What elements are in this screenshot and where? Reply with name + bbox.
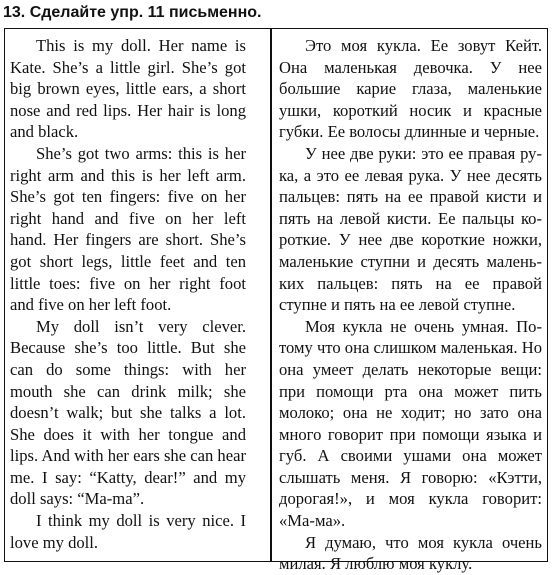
russian-paragraph: Моя кукла не очень умная. Потому что она слишком маленькая. Но она умеет делать некоторые вещи: при помощи рта она может пить молоко; она не ходит; но зато она много говорит при помощи языка и губ. А своими ушами она может слышать меня. Я говорю: «Кэтти, дорогая!», и моя кукла говорит: «Ма-ма».: [279, 316, 543, 531]
english-paragraph: My doll isn’t very clever. Because she’s too little. But she can do some things: with her mouth she can drink milk; she doesn’t walk; but she talks a lot. She does it with her tongue and lips. And with her ears she can hear me. I say: “Katty, dear!” and my doll says: “Ma-ma”.: [10, 316, 246, 509]
english-paragraph: This is my doll. Her name is Kate. She’s a little girl. She’s got big brown eyes, little ears, a short nose and red lips. Her hair is long and black.: [10, 36, 246, 142]
column-divider: [270, 29, 272, 561]
english-column: [10, 35, 246, 553]
russian-column: [279, 35, 542, 575]
english-paragraph: I think my doll is very nice. I love my doll.: [10, 511, 246, 552]
russian-paragraph: Я думаю, что моя кукла очень милая. Я люблю моя куклу.: [279, 532, 542, 574]
russian-paragraph: Это моя кукла. Ее зовут Кейт. Она маленькая девочка. У нее большие карие глаза, маленькие ушки, короткий носик и красные губки. Ее волосы длинные и черные.: [279, 36, 542, 142]
bilingual-text-table: [4, 28, 548, 574]
english-paragraph: She’s got two arms: this is her right arm and this is her left arm. She’s got ten fingers: five on her right hand and five on her left hand. Her fingers are short. She’s got short legs, little feet and ten little toes: five on her right foot and five on her left foot.: [10, 143, 246, 315]
russian-paragraph: У нее две руки: это ее правая рука, а это ее левая рука. У нее десять пальцев: пять на ее правой кисти и пять на левой кисти. Ее пальцы короткие. У нее две короткие ножки, маленькие ступни и десять маленьких пальцев: пять на ее правой ступне и пять на ее левой ступне.: [279, 143, 542, 315]
exercise-heading: 13. Сделайте упр. 11 письменно.: [3, 4, 262, 21]
